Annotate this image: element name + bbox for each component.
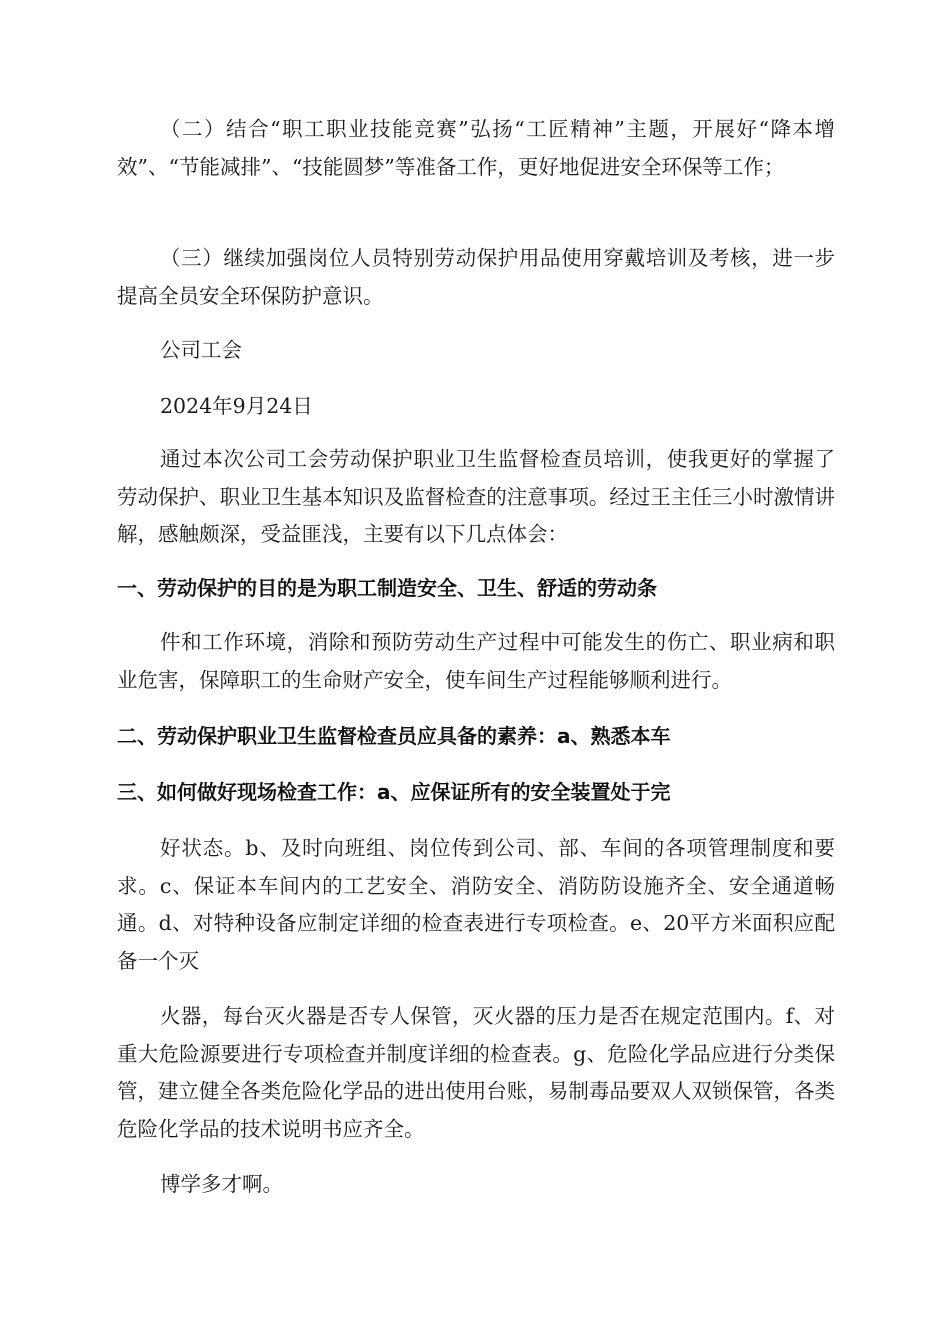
section-body-3b: 火器，每台灭火器是否专人保管，灭火器的压力是否在规定范围内。f、对重大危险源要进行专项检查并制度详细的检查表。g、危险化学品应进行分类保管，建立健全各类危险化学品的进出使用台账，易制毒品要双人双锁保管，各类危险化学品的技术说明书应齐全。 <box>117 1004 835 1141</box>
section-body-3a: 好状态。b、及时向班组、岗位传到公司、部、车间的各项管理制度和要求。c、保证本车间内的工艺安全、消防安全、消防防设施齐全、安全通道畅通。d、对特种设备应制定详细的检查表进行专项检查。e、20平方米面积应配备一个灭 <box>117 836 835 973</box>
paragraph-item-3: （三）继续加强岗位人员特别劳动保护用品使用穿戴培训及考核，进一步提高全员安全环保防护意识。 <box>117 246 835 308</box>
section-body-1: 件和工作环境，消除和预防劳动生产过程中可能发生的伤亡、职业病和职业危害，保障职工的生命财产安全，使车间生产过程能够顺利进行。 <box>117 630 835 692</box>
signature-date: 2024年9月24日 <box>160 394 313 418</box>
section-heading-3: 三、如何做好现场检查工作：a、应保证所有的安全装置处于完 <box>117 780 671 804</box>
paragraph-item-2: （二）结合“职工职业技能竞赛”弘扬“工匠精神”主题，开展好“降本增效”、“节能减排”、“技能圆梦”等准备工作，更好地促进安全环保等工作； <box>117 117 835 179</box>
training-intro-paragraph: 通过本次公司工会劳动保护职业卫生监督检查员培训，使我更好的掌握了劳动保护、职业卫生基本知识及监督检查的注意事项。经过王主任三小时激情讲解，感触颇深，受益匪浅，主要有以下几点体会： <box>117 447 835 546</box>
signature-org: 公司工会 <box>160 338 242 362</box>
section-heading-1: 一、劳动保护的目的是为职工制造安全、卫生、舒适的劳动条 <box>117 576 657 600</box>
closing-remark: 博学多才啊。 <box>160 1172 283 1196</box>
section-heading-2: 二、劳动保护职业卫生监督检查员应具备的素养：a、熟悉本车 <box>117 724 671 748</box>
